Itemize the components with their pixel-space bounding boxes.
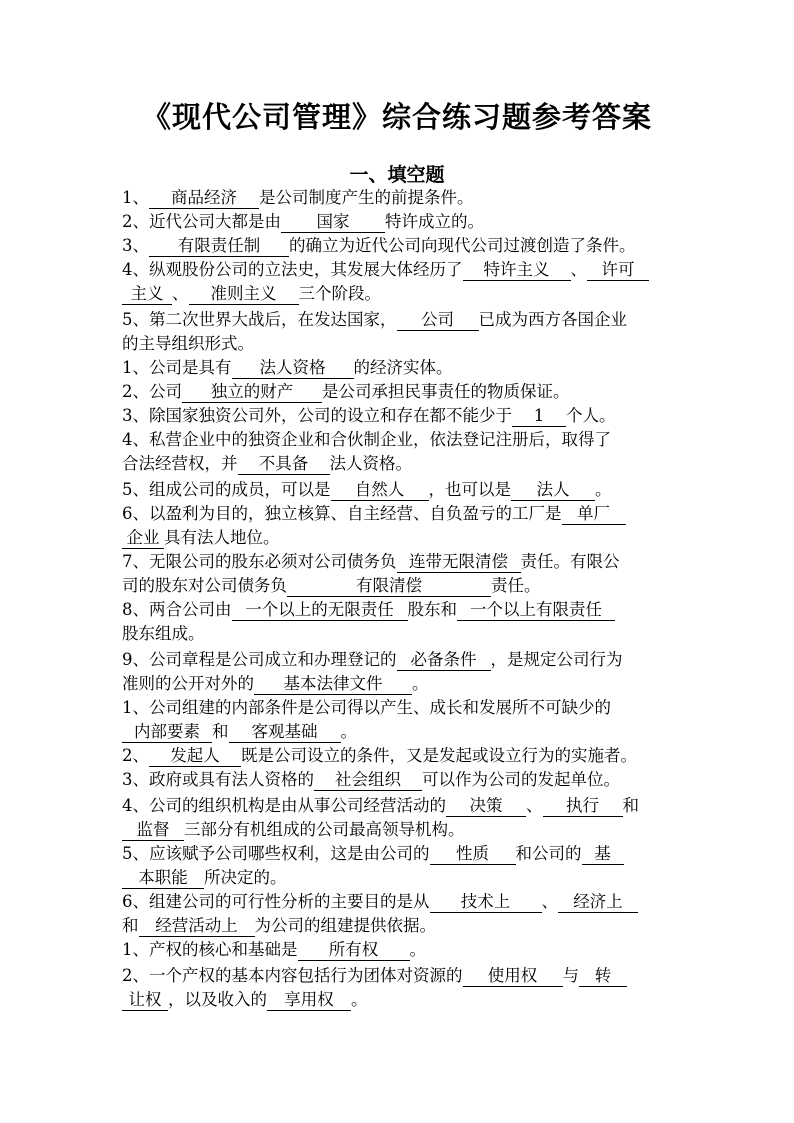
line-text: 的主导组织形式。 [122, 334, 254, 353]
line-text: 的确立为近代公司向现代公司过渡创造了条件。 [289, 236, 636, 255]
answer-blank: 技术上 [430, 892, 542, 913]
line-text: 。 [340, 722, 357, 741]
answer-line [122, 891, 682, 915]
answer-blank: 让权 [122, 990, 168, 1011]
answer-line [122, 333, 682, 357]
answer-blank: 客观基础 [229, 722, 341, 743]
answer-blank: 有限责任制 [149, 236, 289, 257]
line-text: 5、第二次世界大战后，在发达国家， [122, 310, 397, 329]
answer-line [122, 187, 682, 211]
answer-line [122, 623, 682, 647]
line-text: 1、 [122, 188, 149, 207]
line-text: 。 [412, 674, 429, 693]
answer-line [122, 915, 682, 939]
answer-blank: 一个以上有限责任 [457, 600, 615, 621]
line-text: 。 [595, 480, 612, 499]
answer-line [122, 649, 682, 673]
line-text: 股东和 [407, 600, 457, 619]
line-text: 与 [562, 966, 579, 985]
answer-line [122, 211, 682, 235]
answer-blank: 公司 [397, 310, 479, 331]
answer-line [122, 259, 682, 283]
line-text: 4、公司的组织机构是由从事公司经营活动的 [122, 796, 446, 815]
answer-line [122, 843, 682, 867]
line-text: 3、 [122, 236, 149, 255]
answer-blank: 享用权 [267, 990, 351, 1011]
line-text: 具有法人地位。 [164, 528, 280, 547]
answer-blank: 必备条件 [397, 650, 491, 671]
line-text: 2、公司 [122, 382, 182, 401]
line-text: 股东组成。 [122, 624, 205, 643]
line-text: 可以作为公司的发起单位。 [422, 770, 620, 789]
answer-blank: 自然人 [331, 480, 429, 501]
answer-line [122, 721, 682, 745]
answer-blank: 监督 [122, 820, 184, 841]
line-text: 6、组建公司的可行性分析的主要目的是从 [122, 892, 430, 911]
answer-blank: 独立的财产 [182, 382, 322, 403]
answer-line [122, 989, 682, 1013]
answer-blank: 法人 [511, 480, 595, 501]
answer-line [122, 527, 682, 551]
line-text: 1、公司组建的内部条件是公司得以产生、成长和发展所不可缺少的 [122, 698, 611, 717]
line-text: 司的股东对公司债务负 [122, 576, 287, 595]
answer-line [122, 479, 682, 503]
answer-blank: 许可 [587, 260, 649, 281]
line-text: 5、应该赋予公司哪些权利，这是由公司的 [122, 844, 430, 863]
answer-blank: 法人资格 [232, 358, 354, 379]
answer-line [122, 503, 682, 527]
answer-blank: 连带无限清偿 [397, 552, 521, 573]
line-text: 法人资格。 [329, 454, 412, 473]
line-text: 2、 [122, 746, 149, 765]
line-text: 3、政府或具有法人资格的 [122, 770, 314, 789]
answer-blank: 社会组织 [314, 770, 422, 791]
answer-blank: 准则主义 [189, 284, 299, 305]
line-text: 三个阶段。 [298, 284, 381, 303]
answer-line [122, 405, 682, 429]
answer-line [122, 429, 682, 453]
line-text: 6、以盈利为目的，独立核算、自主经营、自负盈亏的工厂是 [122, 504, 562, 523]
line-text: 、 [541, 892, 558, 911]
document-title: 《现代公司管理》综合练习题参考答案 [141, 100, 652, 134]
line-text: 是公司承担民事责任的物质保证。 [322, 382, 570, 401]
line-text: ，是规定公司行为 [490, 650, 623, 669]
line-text: 三部分有机组成的公司最高领导机构。 [184, 820, 465, 839]
answer-line [122, 819, 682, 843]
answer-blank: 单厂 [562, 504, 626, 525]
line-text: 。 [351, 990, 368, 1009]
answer-line [122, 309, 682, 333]
answer-line [122, 769, 682, 793]
answer-blank: 本职能 [122, 868, 204, 889]
answer-blank: 转 [579, 966, 627, 987]
line-text: 和 [122, 916, 139, 935]
line-text: 的经济实体。 [353, 358, 453, 377]
line-text: 2、一个产权的基本内容包括行为团体对资源的 [122, 966, 463, 985]
line-text: 7、无限公司的股东必须对公司债务负 [122, 552, 397, 571]
answer-blank: 基本法律文件 [254, 674, 412, 695]
answer-blank: 一个以上的无限责任 [232, 600, 408, 621]
answer-line [122, 283, 682, 307]
answer-blank: 经济上 [558, 892, 638, 913]
section-heading: 一、填空题 [349, 164, 445, 186]
line-text: 。 [409, 940, 426, 959]
answer-line [122, 575, 682, 599]
answer-blank: 1 [512, 406, 566, 427]
line-text: ，也可以是 [428, 480, 511, 499]
line-text: 个人。 [566, 406, 616, 425]
line-text: 责任。有限公 [520, 552, 620, 571]
line-text: 合法经营权，并 [122, 454, 238, 473]
answer-blank: 经营活动上 [139, 916, 255, 937]
answer-line [122, 235, 682, 259]
answer-blank: 所有权 [298, 940, 410, 961]
answer-blank: 不具备 [238, 454, 330, 475]
line-text: 、 [526, 796, 543, 815]
answer-blank: 内部要素 [122, 722, 212, 743]
answer-blank: 特许主义 [463, 260, 571, 281]
answer-line [122, 673, 682, 697]
answer-line [122, 795, 682, 819]
answer-blank: 发起人 [149, 746, 241, 767]
answer-blank: 有限清偿 [287, 576, 491, 597]
answer-blank: 企业 [122, 528, 164, 549]
answer-line [122, 697, 682, 721]
line-text: 为公司的组建提供依据。 [254, 916, 436, 935]
line-text: 和 [622, 796, 639, 815]
line-text: 已成为西方各国企业 [478, 310, 627, 329]
line-text: 责任。 [491, 576, 541, 595]
line-text: 9、公司章程是公司成立和办理登记的 [122, 650, 397, 669]
line-text: 所决定的。 [204, 868, 287, 887]
answer-blank: 国家 [281, 212, 385, 233]
answer-line [122, 453, 682, 477]
answer-blank: 执行 [543, 796, 623, 817]
line-text: 1、产权的核心和基础是 [122, 940, 298, 959]
answer-line [122, 965, 682, 989]
answer-line [122, 357, 682, 381]
line-text: 2、近代公司大都是由 [122, 212, 281, 231]
answer-line [122, 551, 682, 575]
line-text: 4、纵观股份公司的立法史，其发展大体经历了 [122, 260, 463, 279]
line-text: 4、私营企业中的独资企业和合伙制企业，依法登记注册后，取得了 [122, 430, 611, 449]
answer-blank: 性质 [430, 844, 516, 865]
line-text: 是公司制度产生的前提条件。 [259, 188, 474, 207]
answer-line [122, 939, 682, 963]
line-text: ，以及收入的 [168, 990, 267, 1009]
answer-blank: 基 [582, 844, 624, 865]
line-text: 特许成立的。 [385, 212, 484, 231]
line-text: 和公司的 [515, 844, 582, 863]
answer-blank: 决策 [446, 796, 526, 817]
line-text: 、 [570, 260, 587, 279]
answer-line [122, 867, 682, 891]
answer-line [122, 381, 682, 405]
line-text: 8、两合公司由 [122, 600, 232, 619]
line-text: 既是公司设立的条件，又是发起或设立行为的实施者。 [241, 746, 637, 765]
line-text: 5、组成公司的成员，可以是 [122, 480, 331, 499]
answer-blank: 使用权 [463, 966, 563, 987]
answer-blank: 主义 [122, 284, 172, 305]
line-text: 准则的公开对外的 [122, 674, 254, 693]
line-text: 1、公司是具有 [122, 358, 232, 377]
line-text: 和 [212, 722, 229, 741]
line-text: 、 [172, 284, 189, 303]
answer-line [122, 599, 682, 623]
line-text: 3、除国家独资公司外，公司的设立和存在都不能少于 [122, 406, 512, 425]
answer-line [122, 745, 682, 769]
answer-blank: 商品经济 [149, 188, 259, 209]
